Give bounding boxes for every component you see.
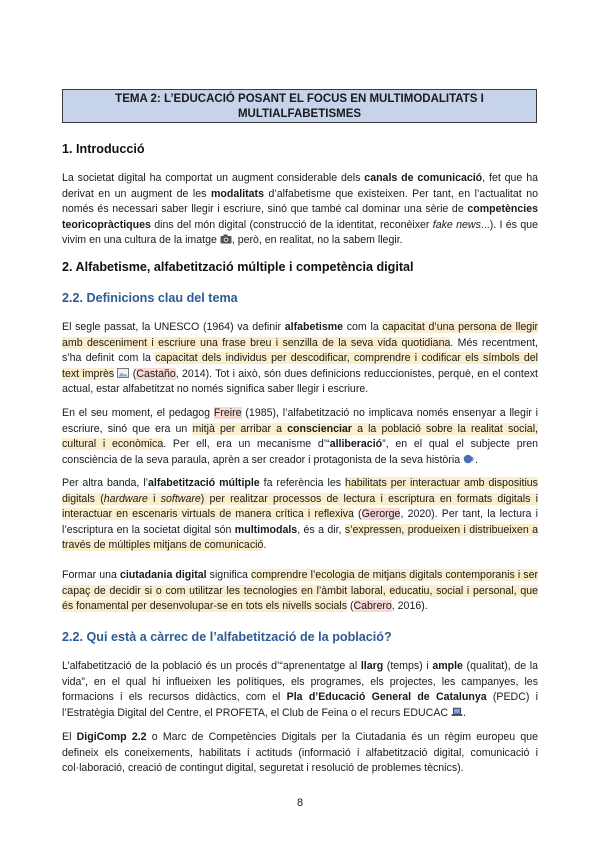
bold-term: Pla d’Educació General de Catalunya: [286, 691, 487, 704]
text-run: ...). I és que vivim en una cultura de la imatge: [62, 218, 538, 247]
text-run: d’alfabetisme que existeixen. Per tant, en l’actualitat no només és necessari saber llegir i escriure, sinó que també cal dominar una sèrie de: [62, 187, 539, 216]
chapter-title-box: [62, 89, 537, 123]
bold-term: ciutadania digital: [119, 569, 207, 581]
text-run: , és a dir,: [297, 523, 345, 536]
text-run: . Més recentment, s’ha definit com la: [62, 336, 538, 365]
section-heading-alfabetisme: 2. Alfabetisme, alfabetització múltiple i competència digital: [62, 260, 414, 274]
text-run: (temps) i: [383, 660, 433, 672]
citation-author: Castaño: [136, 367, 176, 380]
paragraph-freire: En el seu moment, el pedagog Freire (1985), l’alfabetització no implicava només ensenyar a llegir i escriure, sinó que era un mitjà per arribar a conscienciar a la població sobre la realitat social, cultural i econòmica. Per ell, era un mecanisme d’“alliberació”, en el qual el subjecte pren consciència de la seva paraula, aprèn a ser creador i protagonista de la seva història .: [62, 407, 538, 466]
text-run: El segle passat, la UNESCO (1964) va definir: [62, 321, 285, 333]
citation-author: Cabrero: [353, 600, 392, 613]
citation-author: Gerorge: [361, 508, 401, 521]
bold-term: modalitats: [211, 187, 264, 200]
chapter-title-line1: TEMA 2: L’EDUCACIÓ POSANT EL FOCUS EN MULTIMODALITATS I: [115, 93, 484, 105]
bold-term: competències teoricopràctiques: [62, 203, 538, 231]
text-run: , 2016).: [391, 600, 428, 613]
highlighted-text: s’expressen, produeixen i distribueixen a través de múltiples mitjans de comunicació: [62, 523, 538, 552]
page-number: 8: [296, 797, 304, 809]
bold-term: multimodals: [234, 523, 298, 536]
highlighted-text: habilitats per interactuar amb dispositius digitals (: [62, 477, 538, 505]
text-run: . Per ell, era un mecanisme d’“: [163, 438, 330, 451]
highlighted-text: ) per realitzar processos de lectura i escriptura en formats digitals i interactuar en escenaris virtuals de manera crítica i reflexiva: [62, 492, 538, 521]
bold-term: canals de comunicació: [364, 172, 483, 184]
text-run: o Marc de Competències Digitals per la Ciutadania és un règim europeu que defineix els coneixements, habilitats i actituds (informació i alfabetització digital, comunicació i col·laboració, creació de contingut digital, seguretat i resolució de problemes tècnics).: [62, 731, 538, 775]
text-run: , fet que ha derivat en un augment de les: [62, 172, 538, 200]
paragraph-ciutadania-digital: [62, 568, 538, 615]
bold-term: ample: [432, 660, 463, 672]
speaking-head-icon: [463, 454, 475, 464]
intro-paragraph: [62, 171, 538, 249]
text-run: significa: [206, 569, 251, 581]
text-run: En el seu moment, el pedagog: [62, 407, 214, 419]
bold-term: DigiComp 2.2: [76, 731, 147, 743]
chapter-title-line2: MULTIALFABETISMES: [237, 108, 362, 120]
text-run: ”, en el qual el subjecte pren consciència de la seva paraula, aprèn a ser creador i protagonista de la seva història: [62, 438, 538, 466]
laptop-icon: [451, 707, 463, 717]
text-run: , però, en realitat, no la sabem llegir.: [231, 234, 403, 247]
highlighted-text: a la població sobre la realitat social, cultural i econòmica: [62, 422, 538, 451]
subsection-heading-definicions: 2.2. Definicions clau del tema: [62, 291, 238, 305]
picture-icon: [117, 368, 129, 378]
citation-author: Freire: [213, 407, 242, 419]
highlighted-text: capacitat dels individus per descodificar, comprendre i codificar els símbols del text imprès: [62, 352, 538, 380]
highlighted-text: mitjà per arribar a: [192, 422, 288, 435]
text-run: (PEDC) i l’Estratègia Digital del Centre, el PROFETA, el Club de Feina o el recurs EDUCAC: [62, 691, 538, 719]
paragraph-alfabetitzacio-multiple: [62, 476, 538, 554]
bold-term: alliberació: [329, 438, 383, 451]
camera-icon: [220, 234, 232, 244]
text-run: (: [353, 508, 362, 521]
text-run: , 2014). Tot i això, són dues definicions reduccionistes, perquè, en el context actual, estar alfabetitzat no només significa saber llegir i escriure.: [62, 367, 538, 396]
text-run: (: [347, 600, 354, 613]
bold-term: alfabetització múltiple: [148, 477, 260, 489]
italic-term: fake news: [432, 218, 481, 231]
highlighted-italic-term: hardware: [103, 492, 148, 505]
highlighted-text: capacitat d’una persona de llegir amb desceniment i escriure una frase breu i senzilla de la seva vida quotidiana: [62, 321, 538, 349]
intro-heading: 1. Introducció: [62, 142, 145, 156]
text-run: L’alfabetització de la població és un procés d’“aprenentatge al: [62, 660, 361, 672]
paragraph-unesco: [62, 320, 538, 398]
bold-term: llarg: [360, 660, 384, 672]
bold-term: alfabetisme: [284, 321, 344, 333]
text-run: Per altra banda, l’: [62, 477, 149, 489]
paragraph-digicomp: [62, 730, 538, 777]
text-run: dins del món digital (construcció de la identitat, reconèixer: [150, 218, 433, 231]
text-run: El: [62, 731, 77, 743]
text-run: Formar una: [62, 569, 120, 581]
text-run: (: [129, 367, 137, 380]
paragraph-alfabetitzacio-poblacio: L’alfabetització de la població és un procés d’“aprenentatge al llarg (temps) i ample (qualitat), de la vida”, en el qual hi influeixen les polítiques, els programes, els projectes, les campanyes, les formacions i els recursos didàctics, com el Pla d’Educació General de Catalunya (PEDC) i l’Estratègia Digital del Centre, el PROFETA, el Club de Feina o el recurs EDUCAC .: [62, 660, 538, 719]
highlighted-italic-term: software: [160, 492, 201, 505]
subsection-heading-responsables: 2.2. Qui està a càrrec de l’alfabetització de la població?: [62, 630, 392, 644]
text-run: (1985), l’alfabetització no implicava només ensenyar a llegir i escriure, sinó que era un: [62, 407, 538, 435]
text-run: (qualitat), de la vida”, en el qual hi influeixen les polítiques, els programes, els projectes, les campanyes, les formacions i els recursos didàctics, com el: [62, 660, 538, 704]
highlighted-text: i: [147, 492, 161, 505]
text-run: .: [263, 539, 267, 552]
text-run: fa referència les: [259, 477, 345, 489]
highlighted-text: comprendre l’ecologia de mitjans digitals contemporanis i ser capaç de decidir si o com utilitzar les tecnologies en l’àmbit laboral, educatiu, social i personal, que és fonamental per desenvolupar-se en tots els nivells socials: [62, 569, 539, 613]
text-run: La societat digital ha comportat un augment considerable dels: [62, 172, 365, 184]
text-run: , 2020). Per tant, la lectura i l’escriptura en la societat digital són: [62, 508, 538, 536]
text-run: com la: [343, 321, 383, 333]
highlighted-bold-term: conscienciar: [287, 422, 352, 435]
